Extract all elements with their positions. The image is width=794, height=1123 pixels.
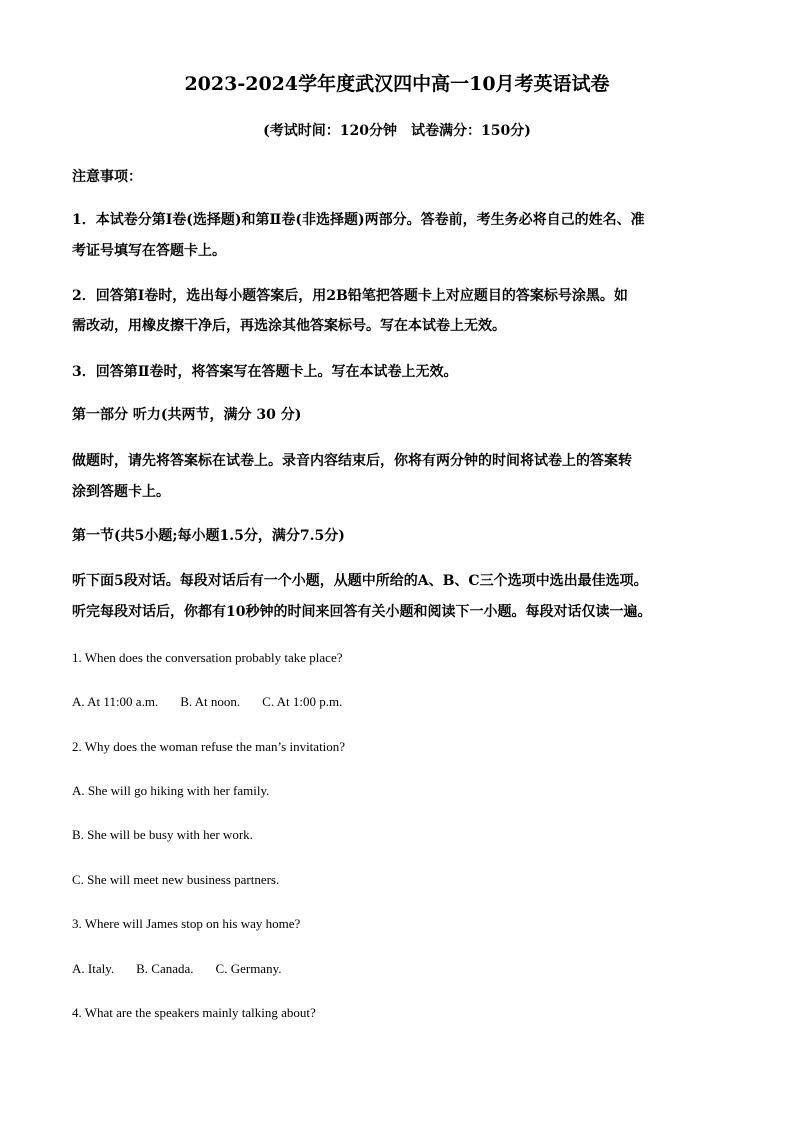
section-1-instruction-line-1: 听下面5段对话。每段对话后有一个小题，从题中所给的A、B、C三个选项中选出最佳选项。 [72, 573, 648, 589]
question-3-option-c: C. Germany. [215, 961, 282, 976]
section-1-heading: 第一节(共5小题;每小题1.5分，满分7.5分) [72, 528, 345, 544]
question-3-stem: 3. Where will James stop on his way home? [72, 916, 301, 931]
question-1-option-a: A. At 11:00 a.m. [72, 694, 159, 709]
part-1-heading: 第一部分 听力(共两节，满分 30 分) [72, 407, 302, 423]
question-2-option-b: B. She will be busy with her work. [72, 827, 253, 842]
exam-info: (考试时间：120分钟 试卷满分：150分) [263, 123, 531, 139]
question-1-option-b: B. At noon. [180, 694, 241, 709]
question-2-stem: 2. Why does the woman refuse the man’s invitation? [72, 739, 346, 754]
part-1-instruction-line-1: 做题时，请先将答案标在试卷上。录音内容结束后，你将有两分钟的时间将试卷上的答案转 [72, 453, 632, 469]
question-1-stem: 1. When does the conversation probably take place? [72, 650, 343, 665]
page-title: 2023-2024学年度武汉四中高一10月考英语试卷 [184, 73, 610, 95]
question-4-stem: 4. What are the speakers mainly talking about? [72, 1005, 316, 1020]
note-2-line-1: 2．回答第Ⅰ卷时，选出每小题答案后，用2B铅笔把答题卡上对应题目的答案标号涂黑。如 [72, 288, 628, 304]
question-2-option-c: C. She will meet new business partners. [72, 872, 280, 887]
note-3: 3．回答第Ⅱ卷时，将答案写在答题卡上。写在本试卷上无效。 [72, 364, 458, 380]
question-2-option-a: A. She will go hiking with her family. [72, 783, 270, 798]
section-1-instruction-line-2: 听完每段对话后，你都有10秒钟的时间来回答有关小题和阅读下一小题。每段对话仅读一遍。 [72, 604, 652, 620]
question-3-options [72, 959, 724, 979]
note-1-line-1: 1．本试卷分第Ⅰ卷(选择题)和第Ⅱ卷(非选择题)两部分。答卷前，考生务必将自己的姓名、准 [72, 212, 645, 228]
question-1-option-c: C. At 1:00 p.m. [262, 694, 343, 709]
part-1-instruction-line-2: 涂到答题卡上。 [72, 484, 170, 500]
question-3-option-a: A. Italy. [72, 961, 115, 976]
question-3-option-b: B. Canada. [136, 961, 194, 976]
note-1-line-2: 考证号填写在答题卡上。 [72, 243, 226, 259]
notes-heading: 注意事项： [72, 169, 142, 185]
question-1-options [72, 692, 724, 712]
note-2-line-2: 需改动，用橡皮擦干净后，再选涂其他答案标号。写在本试卷上无效。 [72, 318, 506, 334]
